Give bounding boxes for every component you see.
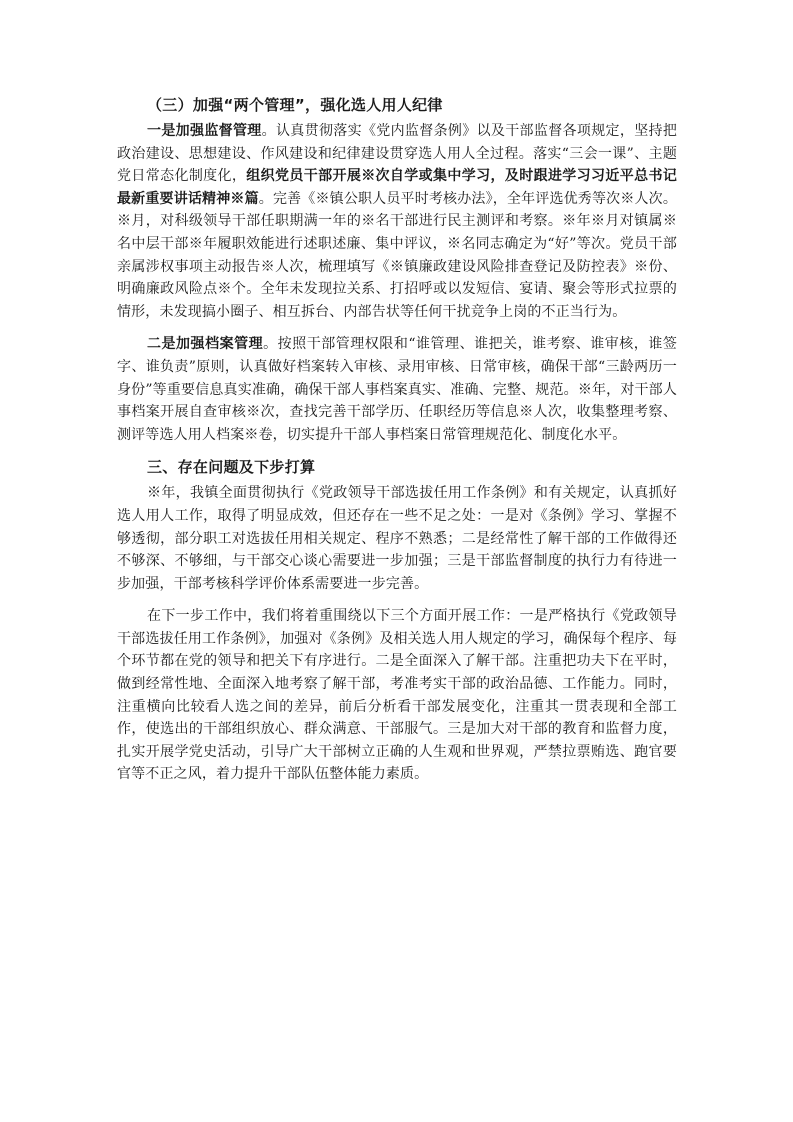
paragraph-supervision xyxy=(117,120,677,323)
paragraph-text: 。完善《※镇公职人员平时考核办法》，全年评选优秀等次※人次。※月，对科级领导干部任职期满一年的※名干部进行民主测评和考察。※年※月对镇属※名中层干部※年履职效能进行述职述廉、集中评议，※名同志确定为“好”等次。党员干部亲属涉权事项主动报告※人次，梳理填写《※镇廉政建设风险排查登记及防控表》※份、明确廉政风险点※个。全年未发现拉关系、打招呼或以发短信、宴请、聚会等形式拉票的情形，未发现搞小圈子、相互拆台、内部告状等任何干扰竞争上岗的不正当行为。 xyxy=(117,190,678,320)
paragraph-lead: 一是加强监督管理 xyxy=(147,123,262,139)
section-heading-3: （三）加强“两个管理”，强化选人用人纪律 xyxy=(147,96,443,114)
paragraph-text: 。认真贯彻落实《党内监督条例》以及干部监督各项规定，坚持把政治建设、思想建设、作风建设和纪律建设贯穿选人用人全过程。落实“三会一课”、主题党日常态化制度化， xyxy=(117,123,677,185)
paragraph-text: 。按照干部管理权限和“谁管理、谁把关，谁考察、谁审核，谁签字、谁负责”原则，认真做好档案转入审核、录用审核、日常审核，确保干部“三龄两历一身份”等重要信息真实准确，确保干部人事档案真实、准确、完整、规范。※年，对干部人事档案开展自查审核※次，查找完善干部学历、任职经历等信息※人次，收集整理考察、测评等选人用人档案※卷，切实提升干部人事档案日常管理规范化、制度化水平。 xyxy=(117,336,677,443)
paragraph-archives xyxy=(117,333,677,446)
paragraph-problems: ※年，我镇全面贯彻执行《党政领导干部选拔任用工作条例》和有关规定，认真抓好选人用人工作，取得了明显成效，但还存在一些不足之处：一是对《条例》学习、掌握不够透彻，部分职工对选拔任用相关规定、程序不熟悉；二是经常性了解干部的工作做得还不够深、不够细，与干部交心谈心需要进一步加强；三是干部监督制度的执行力有待进一步加强，干部考核科学评价体系需要进一步完善。 xyxy=(117,485,677,592)
paragraph-next-steps: 在下一步工作中，我们将着重围绕以下三个方面开展工作：一是严格执行《党政领导干部选拔任用工作条例》，加强对《条例》及相关选人用人规定的学习，确保每个程序、每个环节都在党的领导和把关下有序进行。二是全面深入了解干部。注重把功夫下在平时，做到经常性地、全面深入地考察了解干部，考准考实干部的政治品德、工作能力。同时，注重横向比较看人选之间的差异，前后分析看干部发展变化，注重其一贯表现和全部工作，使选出的干部组织放心、群众满意、干部服气。三是加大对干部的教育和监督力度，扎实开展学党史活动，引导广大干部树立正确的人生观和世界观，严禁拉票贿选、跑官要官等不正之风，着力提升干部队伍整体能力素质。 xyxy=(117,608,677,783)
section-heading-problems: 三、存在问题及下步打算 xyxy=(147,458,316,477)
paragraph-bold-text: 组织党员干部开展※次自学或集中学习，及时跟进学习习近平总书记最新重要讲话精神※篇 xyxy=(117,168,677,207)
document-page xyxy=(117,94,677,796)
paragraph-lead: 二是加强档案管理 xyxy=(147,336,264,353)
